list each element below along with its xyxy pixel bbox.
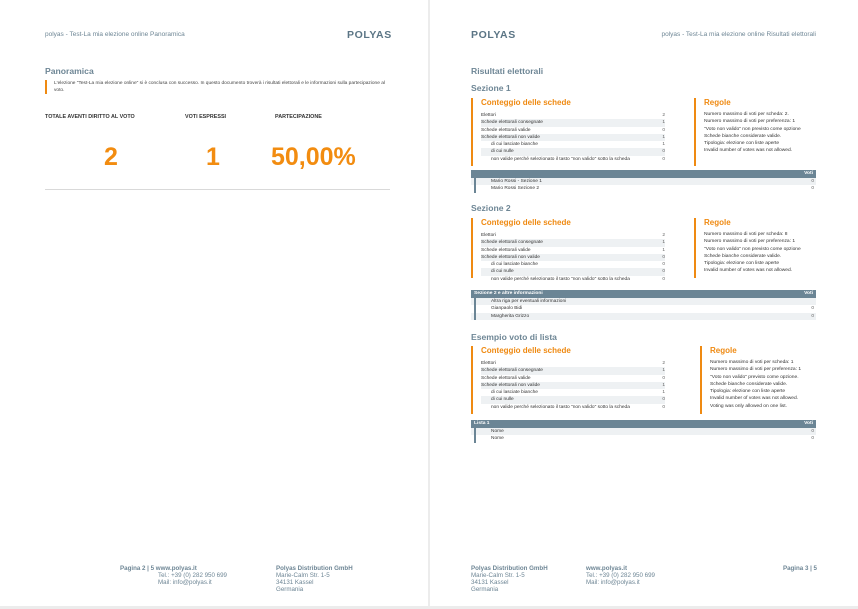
rule-item: "Voto non valido" previsto come opzione. — [710, 374, 799, 380]
intro-text: L'elezione "Test-La mia elezione online" si è conclusa con successo. In questo documento troverà i risultati elettorali e le informazioni sulla partecipazione al voto. — [45, 80, 390, 94]
rules-title: Regole — [704, 98, 731, 107]
divider — [45, 189, 390, 190]
footer-mail: Mail: info@polyas.it — [158, 579, 212, 586]
footer-company — [276, 565, 353, 593]
count-row — [481, 119, 665, 126]
count-label: di cui lasciate bianche — [491, 390, 538, 396]
ballot-count-box — [471, 218, 665, 282]
stat-value-turnout: 50,00% — [271, 143, 356, 171]
table-row — [471, 178, 816, 186]
count-label: Schede elettorali consegnate — [481, 120, 543, 126]
footer-company-name: Polyas Distribution GmbH — [276, 565, 353, 572]
footer-tel: Tel.: +39 (0) 282 950 699 — [586, 572, 655, 579]
results-table-rows — [471, 298, 816, 321]
count-label: non valide perché selezionato il tasto "non valido" sotto la scheda — [491, 404, 630, 410]
count-row — [481, 254, 665, 261]
rule-item: Numero massimo di voti per scheda: 2. — [704, 112, 789, 117]
count-row — [481, 396, 665, 403]
page-header-title: polyas - Test-La mia elezione online Panoramica — [45, 31, 185, 38]
rules-list — [704, 111, 824, 155]
votes-column-header: Voti — [804, 291, 813, 296]
count-label: Schede elettorali valide — [481, 247, 531, 253]
rules-box — [694, 98, 824, 166]
page-header-title: polyas - Test-La mia elezione online Risultati elettorali — [661, 31, 816, 38]
count-value: 0 — [662, 149, 665, 155]
rules-list — [704, 231, 824, 275]
table-row — [471, 298, 816, 306]
rule-item: Numero massimo di voti per scheda: 8 — [704, 232, 788, 237]
candidate-votes: 0 — [811, 428, 814, 434]
count-row — [481, 367, 665, 374]
count-row — [481, 375, 665, 382]
results-table — [471, 420, 816, 443]
count-label: Elettori — [481, 233, 496, 238]
results-table — [471, 170, 816, 193]
stat-value-votes: 1 — [206, 143, 220, 171]
candidate-votes — [800, 298, 816, 306]
polyas-logo: POLYAS — [347, 29, 392, 41]
count-value: 1 — [662, 142, 665, 148]
count-row — [481, 404, 665, 411]
polyas-logo: POLYAS — [471, 29, 516, 41]
footer-web: www.polyas.it — [586, 565, 628, 572]
candidate-name: Nome — [474, 428, 800, 436]
count-row — [481, 360, 665, 367]
count-row — [481, 268, 665, 275]
candidate-name: Mario Rossi - Sezione 1 — [474, 178, 800, 186]
rule-item: Invalid number of votes was not allowed. — [704, 148, 793, 154]
count-label: Schede elettorali consegnate — [481, 240, 543, 246]
count-label: di cui nulle — [491, 397, 514, 403]
table-row — [471, 428, 816, 436]
count-row — [481, 156, 665, 163]
rules-title: Regole — [704, 218, 731, 227]
results-table-header — [471, 420, 816, 428]
page-3 — [430, 0, 858, 606]
count-label: Schede elettorali consegnate — [481, 368, 543, 374]
count-row — [481, 127, 665, 134]
rule-item: Numero massimo di voti per preferenza: 1 — [710, 367, 802, 373]
rule-item: Numero massimo di voti per preferenza: 1 — [704, 239, 796, 245]
rule-item: Schede bianche considerate valide. — [704, 253, 782, 259]
stat-label-votes: VOTI ESPRESSI — [185, 114, 227, 120]
rule-item: Schede bianche considerate valide. — [710, 381, 788, 387]
count-value: 0 — [662, 404, 665, 410]
results-table-header — [471, 170, 816, 178]
count-value: 0 — [662, 127, 665, 133]
count-label: Elettori — [481, 113, 496, 118]
rule-item: Schede bianche considerate valide. — [704, 133, 782, 139]
rule-item: Invalid number of votes was not allowed. — [710, 396, 799, 402]
results-table-rows — [471, 428, 816, 443]
count-value: 0 — [662, 375, 665, 381]
footer-page — [783, 565, 817, 572]
candidate-votes: 0 — [811, 313, 814, 319]
count-label: Schede elettorali non valide — [481, 382, 540, 388]
rules-box — [700, 346, 820, 414]
count-value: 1 — [662, 240, 665, 246]
count-value: 2 — [662, 233, 665, 238]
footer-contact — [120, 565, 227, 586]
results-table-header — [471, 290, 816, 298]
ballot-count-rows — [481, 112, 665, 163]
results-table-rows — [471, 178, 816, 193]
footer-city: 34131 Kassel — [276, 579, 314, 586]
table-row — [471, 435, 816, 443]
ballot-count-box — [471, 346, 665, 414]
candidate-name: Nome — [474, 435, 800, 443]
footer-company — [471, 565, 548, 593]
footer-contact — [586, 565, 655, 586]
footer-country: Germania — [471, 586, 499, 593]
rules-list — [710, 359, 820, 410]
count-label: Schede elettorali valide — [481, 375, 531, 381]
count-value: 1 — [662, 390, 665, 396]
stat-label-eligible: TOTALE AVENTI DIRITTO AL VOTO — [45, 114, 135, 120]
ballot-count-rows — [481, 232, 665, 283]
count-value: 0 — [662, 262, 665, 268]
count-row — [481, 141, 665, 148]
candidate-name: Margherita Grizzo — [474, 313, 800, 321]
count-label: di cui lasciate bianche — [491, 262, 538, 268]
candidate-name: Altra riga per eventuali informazioni — [474, 298, 800, 306]
table-row — [471, 305, 816, 313]
count-row — [481, 247, 665, 254]
results-table-title: Lista 1 — [474, 421, 490, 426]
count-row — [481, 389, 665, 396]
section-title: Sezione 2 — [471, 203, 511, 213]
section-title: Esempio voto di lista — [471, 332, 557, 342]
results-table-title: Sezione 2 e altre informazioni — [474, 291, 543, 296]
count-value: 2 — [662, 113, 665, 118]
count-value: 1 — [662, 382, 665, 388]
footer-page-label: Pagina 3 | 5 — [782, 565, 817, 572]
page-2 — [0, 0, 428, 606]
stat-label-turnout: PARTECIPAZIONE — [275, 114, 322, 120]
candidate-name: Gianpaolo Bidi — [474, 305, 800, 313]
table-row — [471, 313, 816, 321]
rule-item: Numero massimo di voti per scheda: 1 — [710, 360, 794, 365]
count-value: 0 — [662, 269, 665, 275]
count-value: 1 — [662, 120, 665, 126]
count-label: Schede elettorali valide — [481, 127, 531, 133]
ballot-count-title: Conteggio delle schede — [481, 98, 571, 107]
count-label: di cui nulle — [491, 149, 514, 155]
candidate-votes: 0 — [811, 306, 814, 311]
count-label: non valide perché selezionato il tasto "non valido" sotto la scheda — [491, 276, 630, 282]
rule-item: "Voto non valido" non previsto come opzione — [704, 246, 801, 252]
candidate-votes: 0 — [811, 436, 814, 441]
count-row — [481, 134, 665, 141]
count-value: 0 — [662, 254, 665, 260]
footer-tel: Tel.: +39 (0) 282 950 699 — [158, 572, 227, 579]
count-value: 0 — [662, 397, 665, 403]
votes-column-header: Voti — [804, 171, 813, 176]
candidate-name: Mario Rossi Sezione 2 — [474, 185, 800, 193]
rule-item: Tipologia: elezione con liste aperte — [704, 141, 780, 147]
footer-web: www.polyas.it — [155, 565, 197, 572]
results-table — [471, 290, 816, 320]
count-label: non valide perché selezionato il tasto "non valido" sotto la scheda — [491, 156, 630, 162]
footer-page-label: Pagina 2 | 5 — [120, 565, 155, 572]
footer-company-name: Polyas Distribution GmbH — [471, 565, 548, 572]
count-value: 1 — [662, 368, 665, 374]
footer-street: Marie-Calm Str. 1-5 — [471, 572, 525, 579]
count-value: 0 — [662, 276, 665, 282]
count-row — [481, 112, 665, 119]
count-label: di cui lasciate bianche — [491, 142, 538, 148]
footer-street: Marie-Calm Str. 1-5 — [276, 572, 330, 579]
ballot-count-rows — [481, 360, 665, 411]
candidate-votes: 0 — [811, 178, 814, 184]
rules-title: Regole — [710, 346, 737, 355]
count-value: 2 — [662, 361, 665, 366]
table-row — [471, 185, 816, 193]
rule-item: Tipologia: elezione con liste aperte — [704, 261, 780, 267]
count-row — [481, 276, 665, 283]
count-value: 0 — [662, 156, 665, 162]
count-row — [481, 148, 665, 155]
ballot-count-title: Conteggio delle schede — [481, 218, 571, 227]
footer-mail: Mail: info@polyas.it — [586, 579, 640, 586]
count-label: Elettori — [481, 361, 496, 366]
count-label: Schede elettorali non valide — [481, 134, 540, 140]
rule-item: Voting was only allowed on one list. — [710, 403, 787, 409]
page-title: Panoramica — [45, 66, 94, 76]
section-title: Sezione 1 — [471, 83, 511, 93]
count-label: di cui nulle — [491, 269, 514, 275]
candidate-votes: 0 — [811, 186, 814, 191]
stat-value-eligible: 2 — [104, 143, 118, 171]
rule-item: "Voto non valido" non previsto come opzione — [704, 126, 801, 132]
rule-item: Numero massimo di voti per preferenza: 1 — [704, 119, 796, 125]
count-value: 1 — [662, 134, 665, 140]
count-row — [481, 239, 665, 246]
count-row — [481, 261, 665, 268]
rule-item: Tipologia: elezione con liste aperte — [710, 389, 786, 395]
count-value: 1 — [662, 247, 665, 253]
page-title: Risultati elettorali — [471, 66, 544, 76]
rules-box — [694, 218, 824, 278]
ballot-count-box — [471, 98, 665, 166]
count-row — [481, 232, 665, 239]
rule-item: Invalid number of votes was not allowed. — [704, 268, 793, 274]
footer-city: 34131 Kassel — [471, 579, 509, 586]
count-row — [481, 382, 665, 389]
ballot-count-title: Conteggio delle schede — [481, 346, 571, 355]
count-label: Schede elettorali non valide — [481, 254, 540, 260]
votes-column-header: Voti — [804, 421, 813, 426]
footer-country: Germania — [276, 586, 304, 593]
